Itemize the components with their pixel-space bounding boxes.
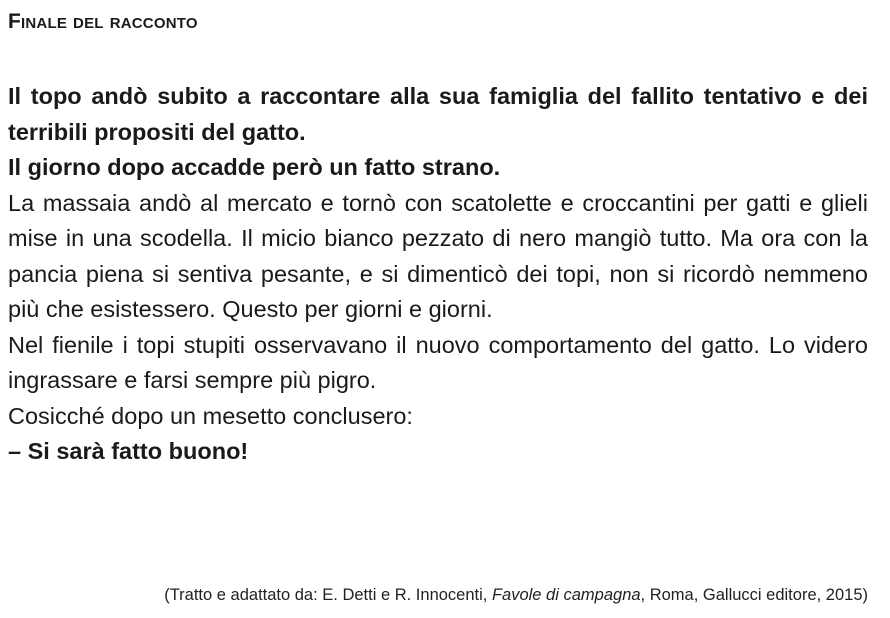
source-suffix: , Roma, Gallucci editore, 2015) [640, 586, 868, 604]
paragraph-5: Cosicché dopo un mesetto conclusero: [8, 402, 413, 429]
story-text [8, 79, 868, 470]
paragraph-1: Il topo andò subito a raccontare alla sua famiglia del fallito tentativo e dei terribili propositi del gatto. [8, 83, 868, 145]
section-heading: Finale del racconto [8, 10, 198, 33]
source-citation [164, 584, 868, 606]
paragraph-4: Nel fienile i topi stupiti osservavano il nuovo comportamento del gatto. Lo videro ingrassare e farsi sempre più pigro. [8, 331, 868, 393]
paragraph-3: La massaia andò al mercato e tornò con scatolette e croccantini per gatti e glieli mise in una scodella. Il micio bianco pezzato di nero mangiò tutto. Ma ora con la pancia piena si sentiva pesante, e si dimenticò dei topi, non si ricordò nemmeno più che esistessero. Questo per giorni e giorni. [8, 189, 868, 322]
paragraph-6: – Si sarà fatto buono! [8, 438, 249, 464]
paragraph-2: Il giorno dopo accadde però un fatto strano. [8, 154, 501, 180]
source-prefix: (Tratto e adattato da: E. Detti e R. Innocenti, [164, 586, 492, 604]
source-book-title: Favole di campagna [491, 586, 641, 604]
